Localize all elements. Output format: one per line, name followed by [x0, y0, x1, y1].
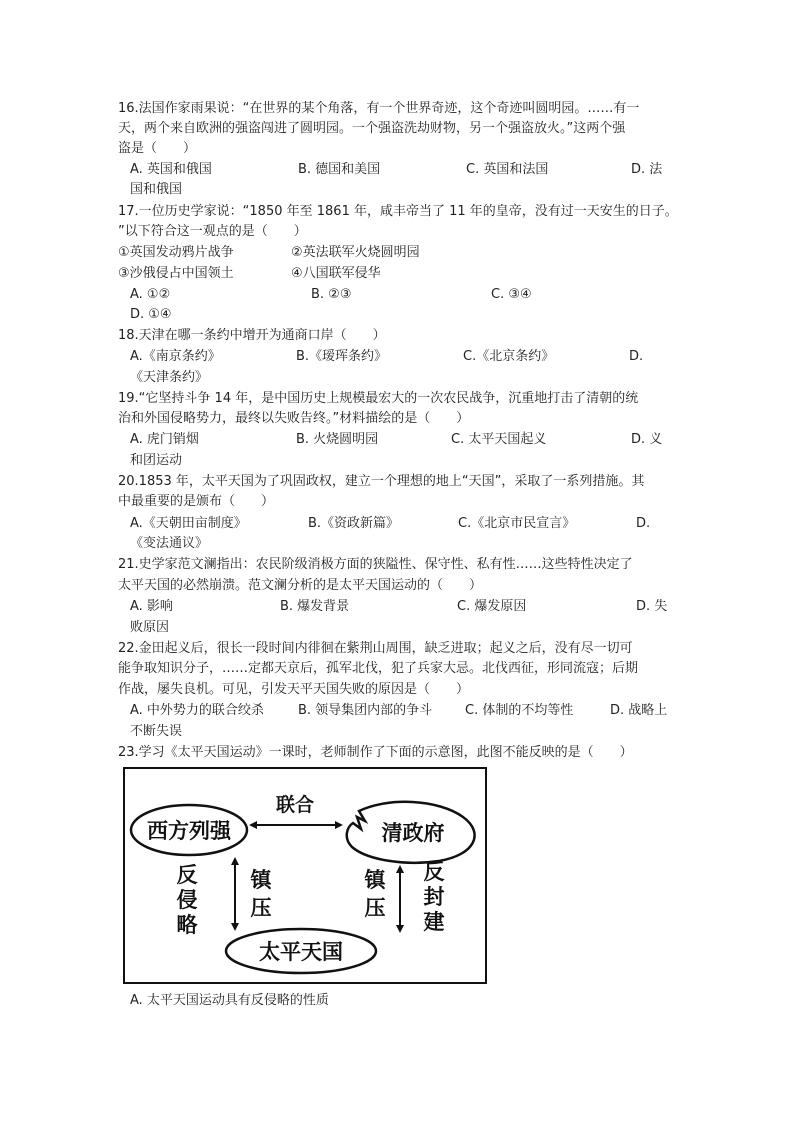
- suppress-right-char: 镇: [364, 867, 386, 892]
- question-23-text: 23.学习《太平天国运动》一课时，老师制作了下面的示意图，此图不能反映的是（ ）: [118, 745, 633, 760]
- option-c[interactable]: C. 体制的不均等性: [465, 703, 574, 718]
- anti-aggression-char: 略: [176, 912, 198, 937]
- question-17-text: 17.一位历史学家说：“1850 年至 1861 年，咸丰帝当了 11 年的皇帝，没有过一天安生的日子。: [118, 204, 678, 219]
- option-d-wrap: 和团运动: [130, 453, 183, 468]
- option-a[interactable]: A. 虎门销烟: [130, 432, 199, 447]
- question-16-text: 盗是（ ）: [118, 141, 197, 156]
- option-c[interactable]: C. ③④: [491, 287, 532, 302]
- question-21-text: 21.史学家范文澜指出：农民阶级消极方面的狭隘性、保守性、私有性……这些特性决定了: [118, 557, 633, 572]
- alliance-label: 联合: [275, 794, 315, 816]
- option-d-wrap: 《天津条约》: [130, 370, 209, 385]
- option-a[interactable]: A. 中外势力的联合绞杀: [130, 703, 264, 718]
- suppress-right-char: 压: [364, 895, 386, 920]
- question-19-text: 治和外国侵略势力，最终以失败告终。”材料描绘的是（ ）: [118, 411, 470, 426]
- option-b[interactable]: B. 爆发背景: [280, 599, 350, 614]
- option-b[interactable]: B. ②③: [311, 287, 352, 302]
- anti-aggression-char: 侵: [176, 887, 198, 912]
- item-1: ①英国发动鸦片战争: [118, 245, 234, 260]
- option-d[interactable]: D. ①④: [130, 307, 172, 322]
- option-d-wrap: 《变法通议》: [130, 536, 209, 551]
- option-b[interactable]: B.《资政新篇》: [308, 516, 400, 531]
- item-2: ②英法联军火烧圆明园: [291, 245, 420, 260]
- option-c[interactable]: C. 太平天国起义: [451, 432, 547, 447]
- question-22-text: 能争取知识分子，……定都天京后，孤军北伐，犯了兵家大忌。北伐西征，形同流寇；后期: [118, 661, 639, 676]
- option-d[interactable]: D.: [636, 516, 651, 531]
- question-19-text: 19.“它坚持斗争 14 年，是中国历史上规模最宏大的一次农民战争，沉重地打击了清朝的统: [118, 391, 639, 406]
- anti-feudal-char: 反: [423, 859, 445, 884]
- question-22-text: 22.金田起义后，很长一段时间内徘徊在紫荆山周围，缺乏进取；起义之后，没有尽一切可: [118, 641, 633, 656]
- item-4: ④八国联军侵华: [291, 266, 381, 281]
- qing-government-label: 清政府: [381, 820, 445, 845]
- option-d[interactable]: D. 失: [636, 599, 668, 614]
- option-a[interactable]: A. 太平天国运动具有反侵略的性质: [130, 993, 329, 1008]
- option-a[interactable]: A. 影响: [130, 599, 173, 614]
- question-17-text: ”以下符合这一观点的是（ ）: [118, 224, 307, 239]
- option-d-wrap: 不断失误: [130, 724, 183, 739]
- option-d-wrap: 败原因: [130, 620, 170, 635]
- western-powers-label: 西方列强: [147, 818, 231, 843]
- anti-feudal-char: 建: [423, 909, 445, 934]
- question-18-text: 18.天津在哪一条约中增开为通商口岸（ ）: [118, 328, 386, 343]
- option-a[interactable]: A.《天朝田亩制度》: [130, 516, 247, 531]
- option-d[interactable]: D.: [629, 349, 644, 364]
- question-20-text: 中最重要的是颁布（ ）: [118, 494, 275, 509]
- option-c[interactable]: C.《北京条约》: [463, 349, 555, 364]
- question-21-text: 太平天国的必然崩溃。范文澜分析的是太平天国运动的（ ）: [118, 578, 483, 593]
- item-3: ③沙俄侵占中国领土: [118, 266, 234, 281]
- anti-aggression-char: 反: [176, 862, 198, 887]
- option-b[interactable]: B.《瑷珲条约》: [296, 349, 388, 364]
- question-16-text: 天，两个来自欧洲的强盗闯进了圆明园。一个强盗洗劫财物，另一个强盗放火。”这两个强: [118, 121, 626, 136]
- question-20-text: 20.1853 年，太平天国为了巩固政权，建立一个理想的地上“天国”，采取了一系列措施。其: [118, 474, 645, 489]
- option-c[interactable]: C. 爆发原因: [457, 599, 527, 614]
- option-b[interactable]: B. 火烧圆明园: [296, 432, 379, 447]
- anti-feudal-char: 封: [423, 884, 445, 909]
- option-a[interactable]: A. 英国和俄国: [130, 162, 212, 177]
- option-d[interactable]: D. 义: [631, 432, 663, 447]
- option-a[interactable]: A. ①②: [130, 287, 171, 302]
- suppress-left-char: 压: [250, 895, 272, 920]
- option-a[interactable]: A.《南京条约》: [130, 349, 221, 364]
- option-c[interactable]: C.《北京市民宣言》: [458, 516, 576, 531]
- suppress-left-char: 镇: [250, 867, 272, 892]
- option-d[interactable]: D. 战略上: [610, 703, 668, 718]
- question-16-text: 16.法国作家雨果说：“在世界的某个角落，有一个世界奇迹，这个奇迹叫圆明园。……有一: [118, 101, 640, 116]
- taiping-label: 太平天国: [259, 939, 343, 964]
- option-b[interactable]: B. 德国和美国: [298, 162, 381, 177]
- option-d[interactable]: D. 法: [631, 162, 663, 177]
- taiping-relationship-diagram: [123, 767, 487, 984]
- option-d-wrap: 国和俄国: [130, 182, 183, 197]
- option-c[interactable]: C. 英国和法国: [466, 162, 549, 177]
- question-22-text: 作战，屡失良机。可见，引发天平天国失败的原因是（ ）: [118, 682, 470, 697]
- option-b[interactable]: B. 领导集团内部的争斗: [298, 703, 433, 718]
